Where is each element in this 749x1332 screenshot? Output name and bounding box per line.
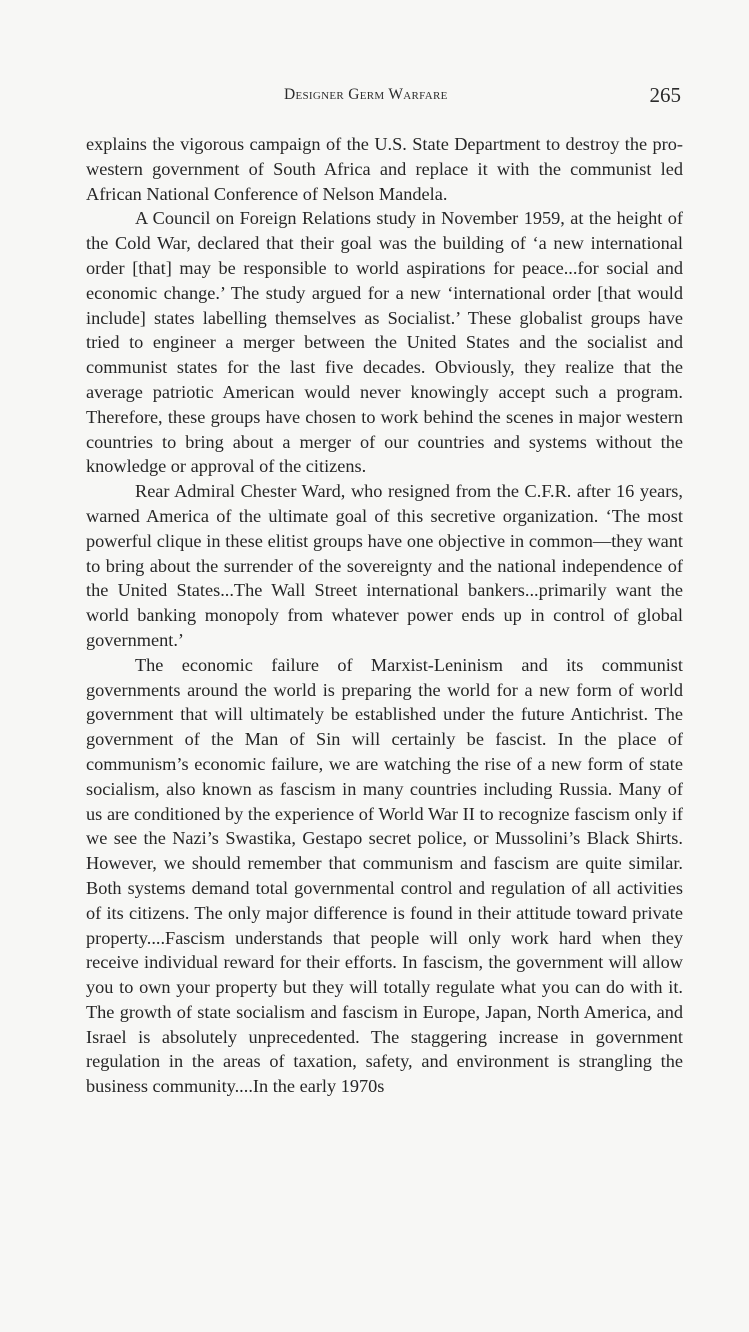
paragraph-4: The economic failure of Marxist-Leninism and its communist governments around the world is preparing the world for a new form of world government that will ultimately be established under the future Antichrist. The government of the Man of Sin will certainly be fascist. In the place of communism’s economic failure, we are watching the rise of a new form of state socialism, also known as fascism in many countries including Russia. Many of us are conditioned by the experience of World War II to recognize fascism only if we see the Nazi’s Swastika, Gestapo secret police, or Mussolini’s Black Shirts. However, we should remember that communism and fascism are quite similar. Both systems demand total governmental control and regulation of all activities of its citizens. The only major difference is found in their attitude toward private property....Fascism understands that people will only work hard when they receive individual reward for their efforts. In fascism, the government will allow you to own your property but they will totally regulate what you can do with it. The growth of state socialism and fascism in Europe, Japan, North America, and Israel is absolutely unprecedented. The staggering increase in government regulation in the areas of taxation, safety, and environment is strangling the business community....In the early 1970s <box>86 654 683 1097</box>
paragraph-1: explains the vigorous campaign of the U.S. State Department to destroy the pro-western government of South Africa and replace it with the communist led African National Conference of Nelson Mandela. <box>86 134 683 204</box>
running-title: Designer Germ Warfare <box>284 86 448 103</box>
page-number: 265 <box>649 83 681 107</box>
body-text <box>86 132 683 1099</box>
paragraph-2: A Council on Foreign Relations study in November 1959, at the height of the Cold War, declared that their goal was the building of ‘a new international order [that] may be responsible to world aspirations for peace...for social and economic change.’ The study argued for a new ‘international order [that would include] states labelling themselves as Socialist.’ These globalist groups have tried to engineer a merger between the United States and the socialist and communist states for the last five decades. Obviously, they realize that the average patriotic American would never knowingly accept such a program. Therefore, these groups have chosen to work behind the scenes in major western countries to bring about a merger of our countries and systems without the knowledge or approval of the citizens. <box>86 208 683 477</box>
paragraph-3: Rear Admiral Chester Ward, who resigned from the C.F.R. after 16 years, warned America of the ultimate goal of this secretive organization. ‘The most powerful clique in these elitist groups have one objective in common—they want to bring about the surrender of the sovereignty and the national independence of the United States...The Wall Street international bankers...primarily want the world banking monopoly from whatever power ends up in control of global government.’ <box>86 481 683 650</box>
page-header <box>86 84 683 110</box>
